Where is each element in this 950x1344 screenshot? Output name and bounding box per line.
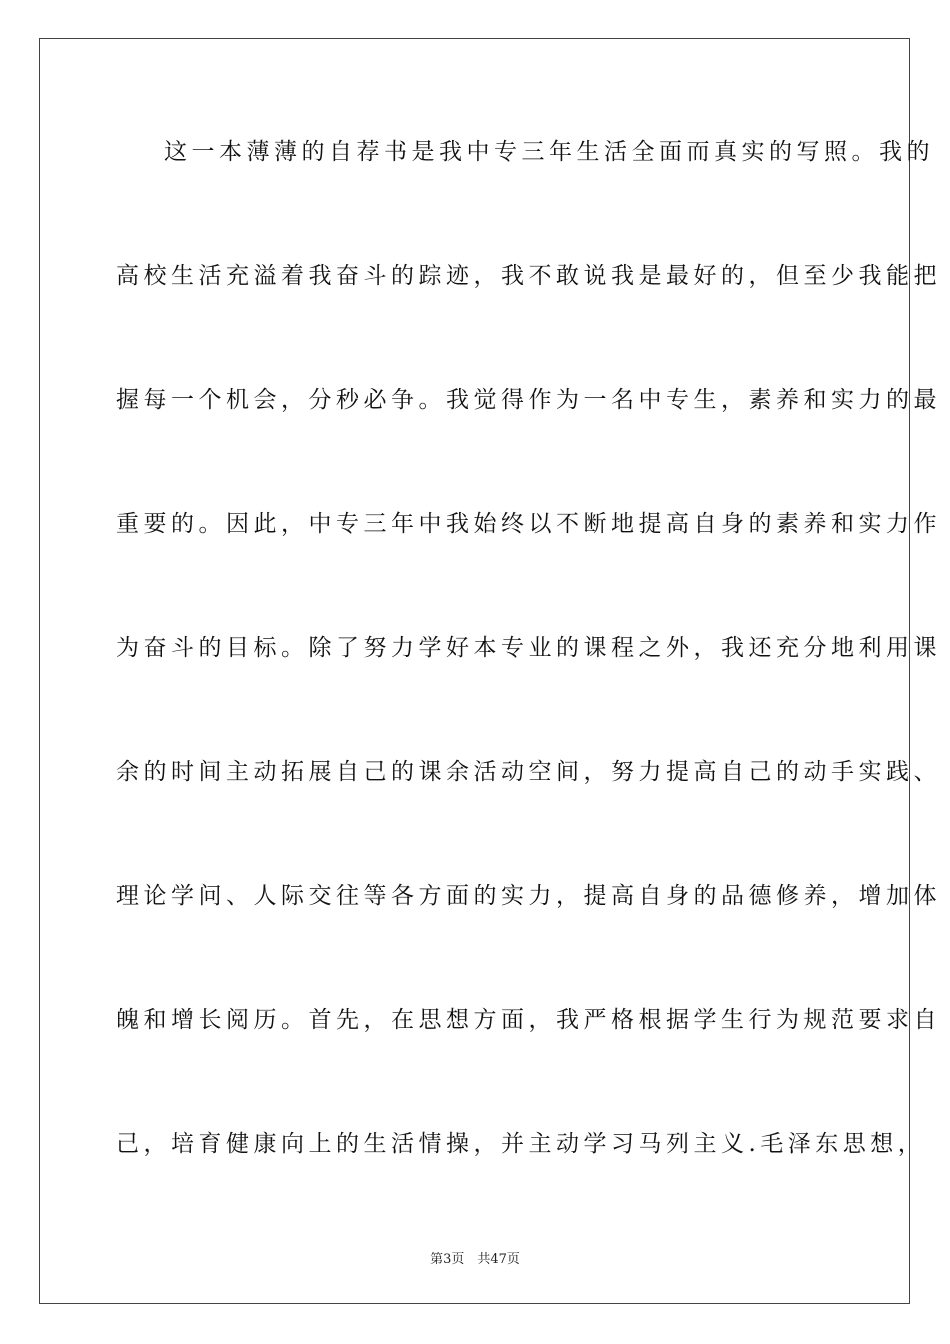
text-line-1: 这一本薄薄的自荐书是我中专三年生活全面而真实的写照。我的: [164, 139, 934, 165]
text-line-4: 重要的。因此，中专三年中我始终以不断地提高自身的素养和实力作: [116, 511, 941, 537]
text-line-7: 理论学问、人际交往等各方面的实力，提高自身的品德修养，增加体: [116, 883, 941, 909]
text-line-5: 为奋斗的目标。除了努力学好本专业的课程之外，我还充分地利用课: [116, 635, 941, 661]
text-line-9: 己，培育健康向上的生活情操，并主动学习马列主义.毛泽东思想，: [116, 1131, 926, 1157]
text-line-6: 余的时间主动拓展自己的课余活动空间，努力提高自己的动手实践、: [116, 759, 941, 785]
text-line-8: 魄和增长阅历。首先，在思想方面，我严格根据学生行为规范要求自: [116, 1007, 941, 1033]
body-text: [116, 128, 941, 1244]
text-line-3: 握每一个机会，分秒必争。我觉得作为一名中专生，素养和实力的最: [116, 387, 941, 413]
text-line-2: 高校生活充溢着我奋斗的踪迹，我不敢说我是最好的，但至少我能把: [116, 263, 941, 289]
page-number-footer: 第3页 共47页: [430, 1252, 520, 1267]
